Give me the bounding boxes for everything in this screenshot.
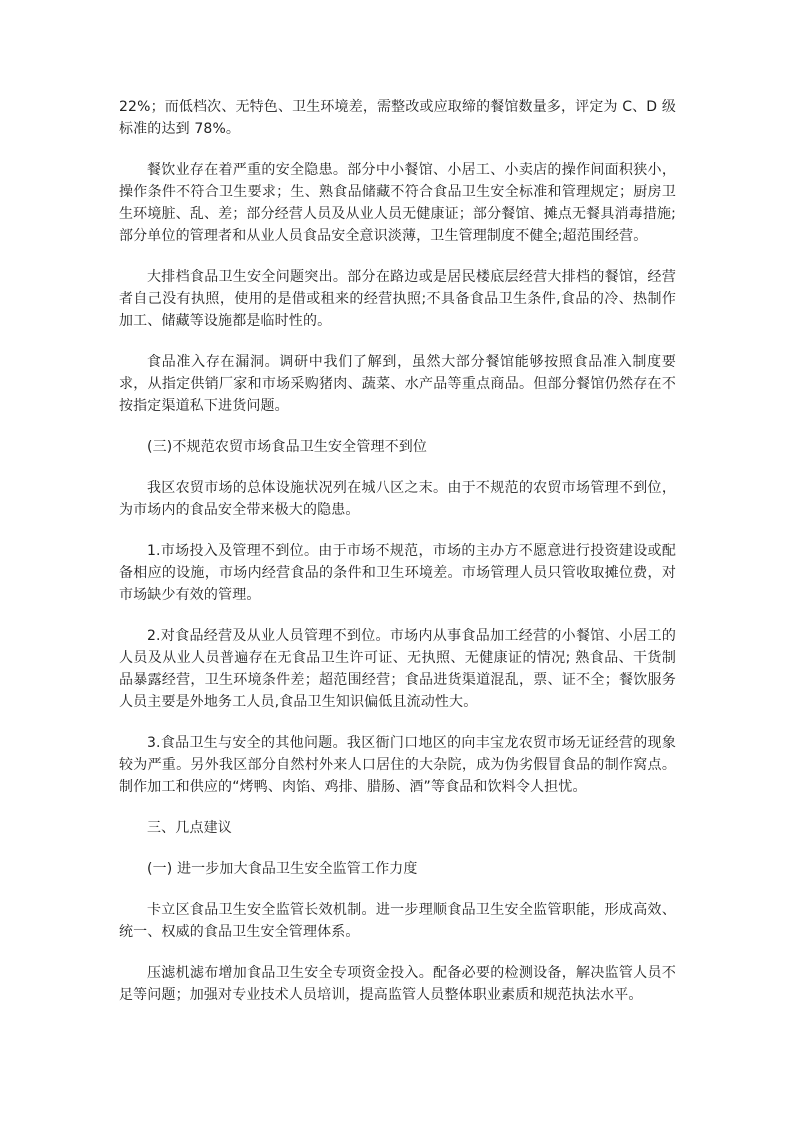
document-page <box>119 96 676 1006</box>
paragraph-3: 大排档食品卫生安全问题突出。部分在路边或是居民楼底层经营大排档的餐馆，经营者自己没有执照，使用的是借或租来的经营执照;不具备食品卫生条件,食品的冷、热制作加工、储藏等设施都是临时性的。 <box>119 269 676 329</box>
paragraph-1: 22%；而低档次、无特色、卫生环境差，需整改或应取缔的餐馆数量多，评定为 C、D 级标准的达到 78%。 <box>119 99 676 137</box>
section-heading-3: (三)不规范农贸市场食品卫生安全管理不到位 <box>147 439 428 455</box>
section-heading-suggestions: 三、几点建议 <box>147 820 232 836</box>
paragraph-6: 卡立区食品卫生安全监管长效机制。进一步理顺食品卫生安全监管职能，形成高效、统一、权威的食品卫生安全管理体系。 <box>119 902 676 940</box>
paragraph-4: 食品准入存在漏洞。调研中我们了解到，虽然大部分餐馆能够按照食品准入制度要求，从指定供销厂家和市场采购猪肉、蔬菜、水产品等重点商品。但部分餐馆仍然存在不按指定渠道私下进货问题。 <box>119 354 676 414</box>
paragraph-2: 餐饮业存在着严重的安全隐患。部分中小餐馆、小居工、小卖店的操作间面积狭小，操作条件不符合卫生要求；生、熟食品储藏不符合食品卫生安全标准和管理规定；厨房卫生环境脏、乱、差；部分经营人员及从业人员无健康证；部分餐馆、摊点无餐具消毒措施;部分单位的管理者和从业人员食品安全意识淡薄，卫生管理制度不健全;超范围经营。 <box>119 162 676 244</box>
paragraph-item-2: 2.对食品经营及从业人员管理不到位。市场内从事食品加工经营的小餐馆、小居工的人员及从业人员普遍存在无食品卫生许可证、无执照、无健康证的情况; 熟食品、干货制品暴露经营，卫生环境条件差；超范围经营；食品进货渠道混乱，票、证不全；餐饮服务人员主要是外地务工人员,食品卫生知识偏低且流动性大。 <box>119 628 676 710</box>
paragraph-item-3: 3.食品卫生与安全的其他问题。我区衙门口地区的向丰宝龙农贸市场无证经营的现象较为严重。另外我区部分自然村外来人口居住的大杂院，成为伪劣假冒食品的制作窝点。制作加工和供应的“烤鸭、肉馅、鸡排、腊肠、酒”等食品和饮料令人担忧。 <box>119 735 676 795</box>
paragraph-5: 我区农贸市场的总体设施状况列在城八区之末。由于不规范的农贸市场管理不到位，为市场内的食品安全带来极大的隐患。 <box>119 480 676 518</box>
paragraph-item-1: 1.市场投入及管理不到位。由于市场不规范，市场的主办方不愿意进行投资建设或配备相应的设施，市场内经营食品的条件和卫生环境差。市场管理人员只管收取摊位费，对市场缺少有效的管理。 <box>119 543 676 603</box>
paragraph-7: 压滤机滤布增加食品卫生安全专项资金投入。配备必要的检测设备，解决监管人员不足等问题；加强对专业技术人员培训，提高监管人员整体职业素质和规范执法水平。 <box>119 965 676 1003</box>
subsection-heading-1: (一) 进一步加大食品卫生安全监管工作力度 <box>147 861 418 877</box>
